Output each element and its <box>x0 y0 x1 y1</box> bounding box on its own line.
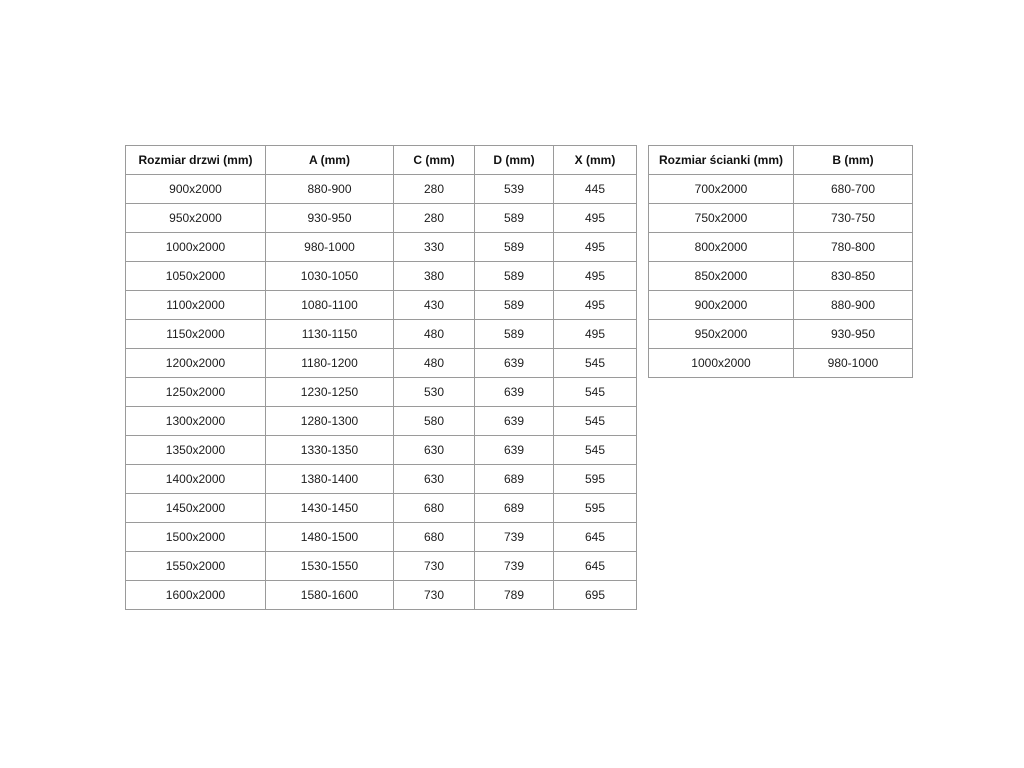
table-cell: 589 <box>475 291 554 320</box>
table-cell: 630 <box>394 436 475 465</box>
table-cell: 950x2000 <box>126 204 266 233</box>
table-cell: 495 <box>554 204 637 233</box>
table-cell: 730 <box>394 552 475 581</box>
table-row <box>126 349 637 378</box>
table-cell: 1000x2000 <box>126 233 266 262</box>
table-row <box>126 581 637 610</box>
table-cell: 1480-1500 <box>266 523 394 552</box>
table-cell: 545 <box>554 349 637 378</box>
table-row <box>126 262 637 291</box>
table-cell: 430 <box>394 291 475 320</box>
table-row <box>126 436 637 465</box>
table-cell: 1030-1050 <box>266 262 394 291</box>
table-cell: 589 <box>475 262 554 291</box>
table-row <box>649 291 913 320</box>
table-cell: 1500x2000 <box>126 523 266 552</box>
table-cell: 1400x2000 <box>126 465 266 494</box>
table-cell: 750x2000 <box>649 204 794 233</box>
table-header-row <box>649 146 913 175</box>
table-row <box>126 378 637 407</box>
wall-sizes-table <box>648 145 913 378</box>
table-cell: 880-900 <box>266 175 394 204</box>
table-cell: 495 <box>554 262 637 291</box>
table-cell: 1180-1200 <box>266 349 394 378</box>
table-cell: 589 <box>475 320 554 349</box>
table-cell: 1080-1100 <box>266 291 394 320</box>
table-cell: 639 <box>475 407 554 436</box>
table-cell: 700x2000 <box>649 175 794 204</box>
table-row <box>126 291 637 320</box>
table-cell: 850x2000 <box>649 262 794 291</box>
table-cell: 1430-1450 <box>266 494 394 523</box>
table-row <box>126 204 637 233</box>
table-cell: 595 <box>554 494 637 523</box>
table-cell: 1330-1350 <box>266 436 394 465</box>
table-cell: 680-700 <box>794 175 913 204</box>
table-cell: 730-750 <box>794 204 913 233</box>
table-cell: 780-800 <box>794 233 913 262</box>
table-cell: 1050x2000 <box>126 262 266 291</box>
table-cell: 980-1000 <box>794 349 913 378</box>
table-cell: 739 <box>475 523 554 552</box>
table-cell: 495 <box>554 291 637 320</box>
table-cell: 545 <box>554 407 637 436</box>
table-cell: 800x2000 <box>649 233 794 262</box>
table-header-cell: A (mm) <box>266 146 394 175</box>
table-row <box>126 320 637 349</box>
table-cell: 1550x2000 <box>126 552 266 581</box>
table-cell: 595 <box>554 465 637 494</box>
table-cell: 539 <box>475 175 554 204</box>
table-cell: 789 <box>475 581 554 610</box>
table-row <box>126 233 637 262</box>
table-cell: 630 <box>394 465 475 494</box>
table-cell: 730 <box>394 581 475 610</box>
table-cell: 1350x2000 <box>126 436 266 465</box>
table-cell: 689 <box>475 494 554 523</box>
table-cell: 495 <box>554 320 637 349</box>
table-cell: 1300x2000 <box>126 407 266 436</box>
table-cell: 580 <box>394 407 475 436</box>
table-header-cell: C (mm) <box>394 146 475 175</box>
table-cell: 480 <box>394 320 475 349</box>
table-cell: 1150x2000 <box>126 320 266 349</box>
table-cell: 380 <box>394 262 475 291</box>
table-cell: 1200x2000 <box>126 349 266 378</box>
table-cell: 330 <box>394 233 475 262</box>
table-cell: 930-950 <box>266 204 394 233</box>
table-cell: 739 <box>475 552 554 581</box>
table-header-row <box>126 146 637 175</box>
table-cell: 280 <box>394 175 475 204</box>
table-cell: 645 <box>554 523 637 552</box>
table-row <box>649 349 913 378</box>
table-cell: 589 <box>475 233 554 262</box>
table-cell: 830-850 <box>794 262 913 291</box>
table-row <box>126 552 637 581</box>
table-row <box>126 523 637 552</box>
table-cell: 1380-1400 <box>266 465 394 494</box>
table-header-cell: B (mm) <box>794 146 913 175</box>
table-row <box>126 494 637 523</box>
table-row <box>649 204 913 233</box>
table-cell: 1280-1300 <box>266 407 394 436</box>
table-cell: 695 <box>554 581 637 610</box>
table-header-cell: Rozmiar drzwi (mm) <box>126 146 266 175</box>
table-row <box>649 175 913 204</box>
table-cell: 900x2000 <box>649 291 794 320</box>
table-header-cell: X (mm) <box>554 146 637 175</box>
table-cell: 545 <box>554 378 637 407</box>
table-cell: 1100x2000 <box>126 291 266 320</box>
table-row <box>126 407 637 436</box>
table-cell: 639 <box>475 436 554 465</box>
table-cell: 645 <box>554 552 637 581</box>
door-sizes-table <box>125 145 637 610</box>
table-header-cell: Rozmiar ścianki (mm) <box>649 146 794 175</box>
table-cell: 1580-1600 <box>266 581 394 610</box>
table-cell: 680 <box>394 494 475 523</box>
table-row <box>649 320 913 349</box>
table-cell: 1600x2000 <box>126 581 266 610</box>
table-cell: 880-900 <box>794 291 913 320</box>
table-row <box>649 262 913 291</box>
table-cell: 1530-1550 <box>266 552 394 581</box>
table-row <box>126 175 637 204</box>
table-row <box>126 465 637 494</box>
table-cell: 930-950 <box>794 320 913 349</box>
table-cell: 1450x2000 <box>126 494 266 523</box>
table-row <box>649 233 913 262</box>
table-cell: 689 <box>475 465 554 494</box>
table-cell: 480 <box>394 349 475 378</box>
table-cell: 950x2000 <box>649 320 794 349</box>
table-cell: 1000x2000 <box>649 349 794 378</box>
table-cell: 445 <box>554 175 637 204</box>
table-cell: 280 <box>394 204 475 233</box>
table-cell: 545 <box>554 436 637 465</box>
table-cell: 589 <box>475 204 554 233</box>
table-cell: 680 <box>394 523 475 552</box>
table-cell: 530 <box>394 378 475 407</box>
table-cell: 639 <box>475 349 554 378</box>
table-cell: 639 <box>475 378 554 407</box>
table-cell: 1250x2000 <box>126 378 266 407</box>
table-cell: 1130-1150 <box>266 320 394 349</box>
table-cell: 980-1000 <box>266 233 394 262</box>
table-cell: 900x2000 <box>126 175 266 204</box>
table-cell: 1230-1250 <box>266 378 394 407</box>
table-header-cell: D (mm) <box>475 146 554 175</box>
table-cell: 495 <box>554 233 637 262</box>
